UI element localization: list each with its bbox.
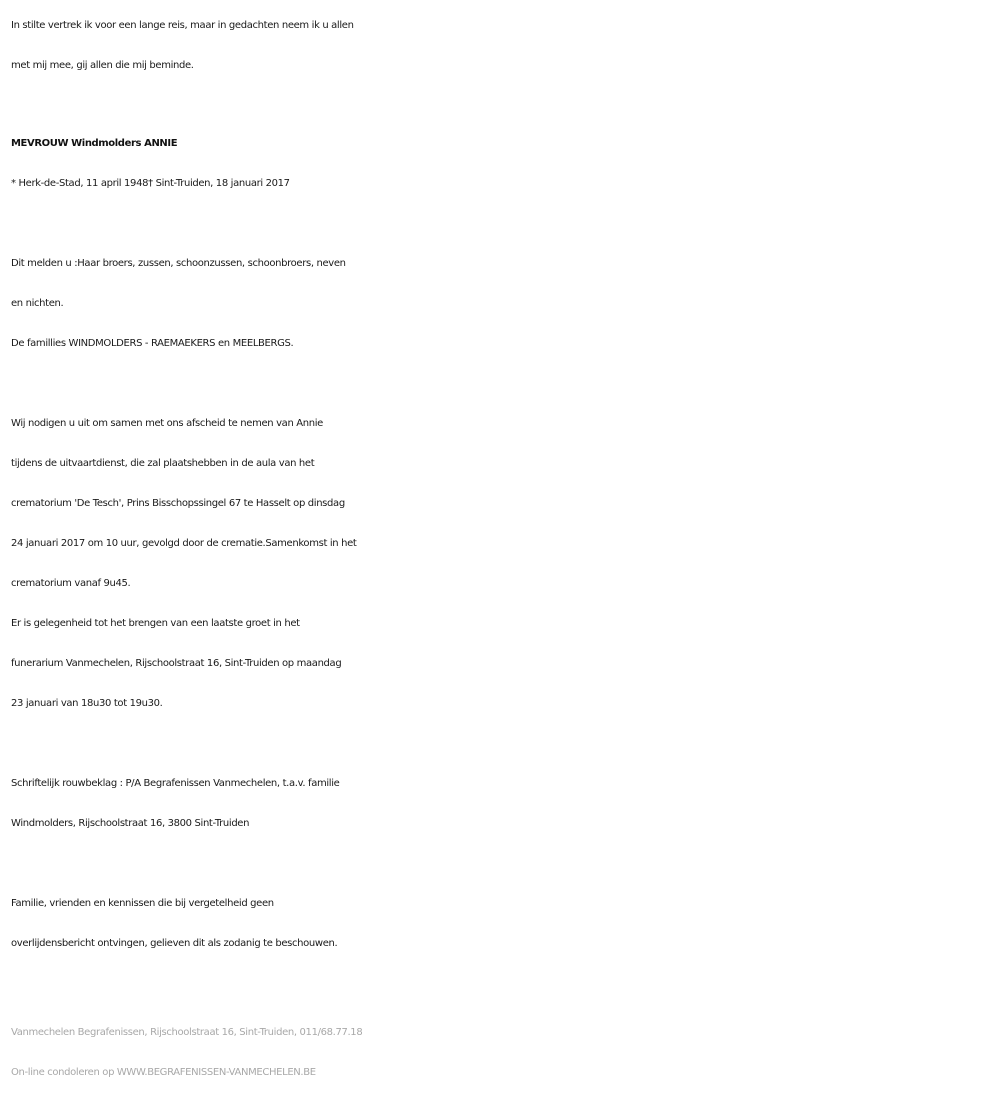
- ceremony-line-6: Er is gelegenheid tot het brengen van een laatste groet in het: [11, 618, 300, 629]
- condolences-paragraph: [11, 764, 996, 844]
- birth-death-dates: * Herk-de-Stad, 11 april 1948† Sint-Truiden, 18 januari 2017: [11, 178, 290, 189]
- intro-quote: [11, 6, 996, 86]
- notice-paragraph: [11, 884, 996, 964]
- ceremony-line-3: crematorium 'De Tesch', Prins Bisschopssingel 67 te Hasselt op dinsdag: [11, 498, 345, 509]
- ceremony-line-8: 23 januari van 18u30 tot 19u30.: [11, 698, 163, 709]
- announcement-line-3: De famillies WINDMOLDERS - RAEMAEKERS en MEELBERGS.: [11, 338, 294, 349]
- obituary-document: [11, 6, 996, 964]
- announcement-line-1: Dit melden u :Haar broers, zussen, schoonzussen, schoonbroers, neven: [11, 258, 346, 269]
- notice-line-1: Familie, vrienden en kennissen die bij vergetelheid geen: [11, 898, 274, 909]
- intro-line-2: met mij mee, gij allen die mij beminde.: [11, 60, 194, 71]
- deceased-header: [11, 122, 996, 204]
- condolences-line-2: Windmolders, Rijschoolstraat 16, 3800 Sint-Truiden: [11, 818, 250, 829]
- footer-condolence-website: On-line condoleren op WWW.BEGRAFENISSEN-VANMECHELEN.BE: [11, 1067, 316, 1078]
- funeral-home-footer: [11, 1013, 996, 1093]
- announcement-line-2: en nichten.: [11, 298, 64, 309]
- ceremony-line-4: 24 januari 2017 om 10 uur, gevolgd door de crematie.Samenkomst in het: [11, 538, 357, 549]
- ceremony-line-2: tijdens de uitvaartdienst, die zal plaatshebben in de aula van het: [11, 458, 315, 469]
- ceremony-paragraph: [11, 404, 996, 724]
- announcement-paragraph: [11, 244, 996, 364]
- ceremony-line-1: Wij nodigen u uit om samen met ons afscheid te nemen van Annie: [11, 418, 323, 429]
- footer-address: Vanmechelen Begrafenissen, Rijschoolstraat 16, Sint-Truiden, 011/68.77.18: [11, 1027, 363, 1038]
- deceased-name: MEVROUW Windmolders ANNIE: [11, 138, 178, 149]
- notice-line-2: overlijdensbericht ontvingen, gelieven dit als zodanig te beschouwen.: [11, 938, 338, 949]
- ceremony-line-7: funerarium Vanmechelen, Rijschoolstraat 16, Sint-Truiden op maandag: [11, 658, 342, 669]
- condolences-line-1: Schriftelijk rouwbeklag : P/A Begrafenissen Vanmechelen, t.a.v. familie: [11, 778, 340, 789]
- ceremony-line-5: crematorium vanaf 9u45.: [11, 578, 131, 589]
- intro-line-1: In stilte vertrek ik voor een lange reis, maar in gedachten neem ik u allen: [11, 20, 354, 31]
